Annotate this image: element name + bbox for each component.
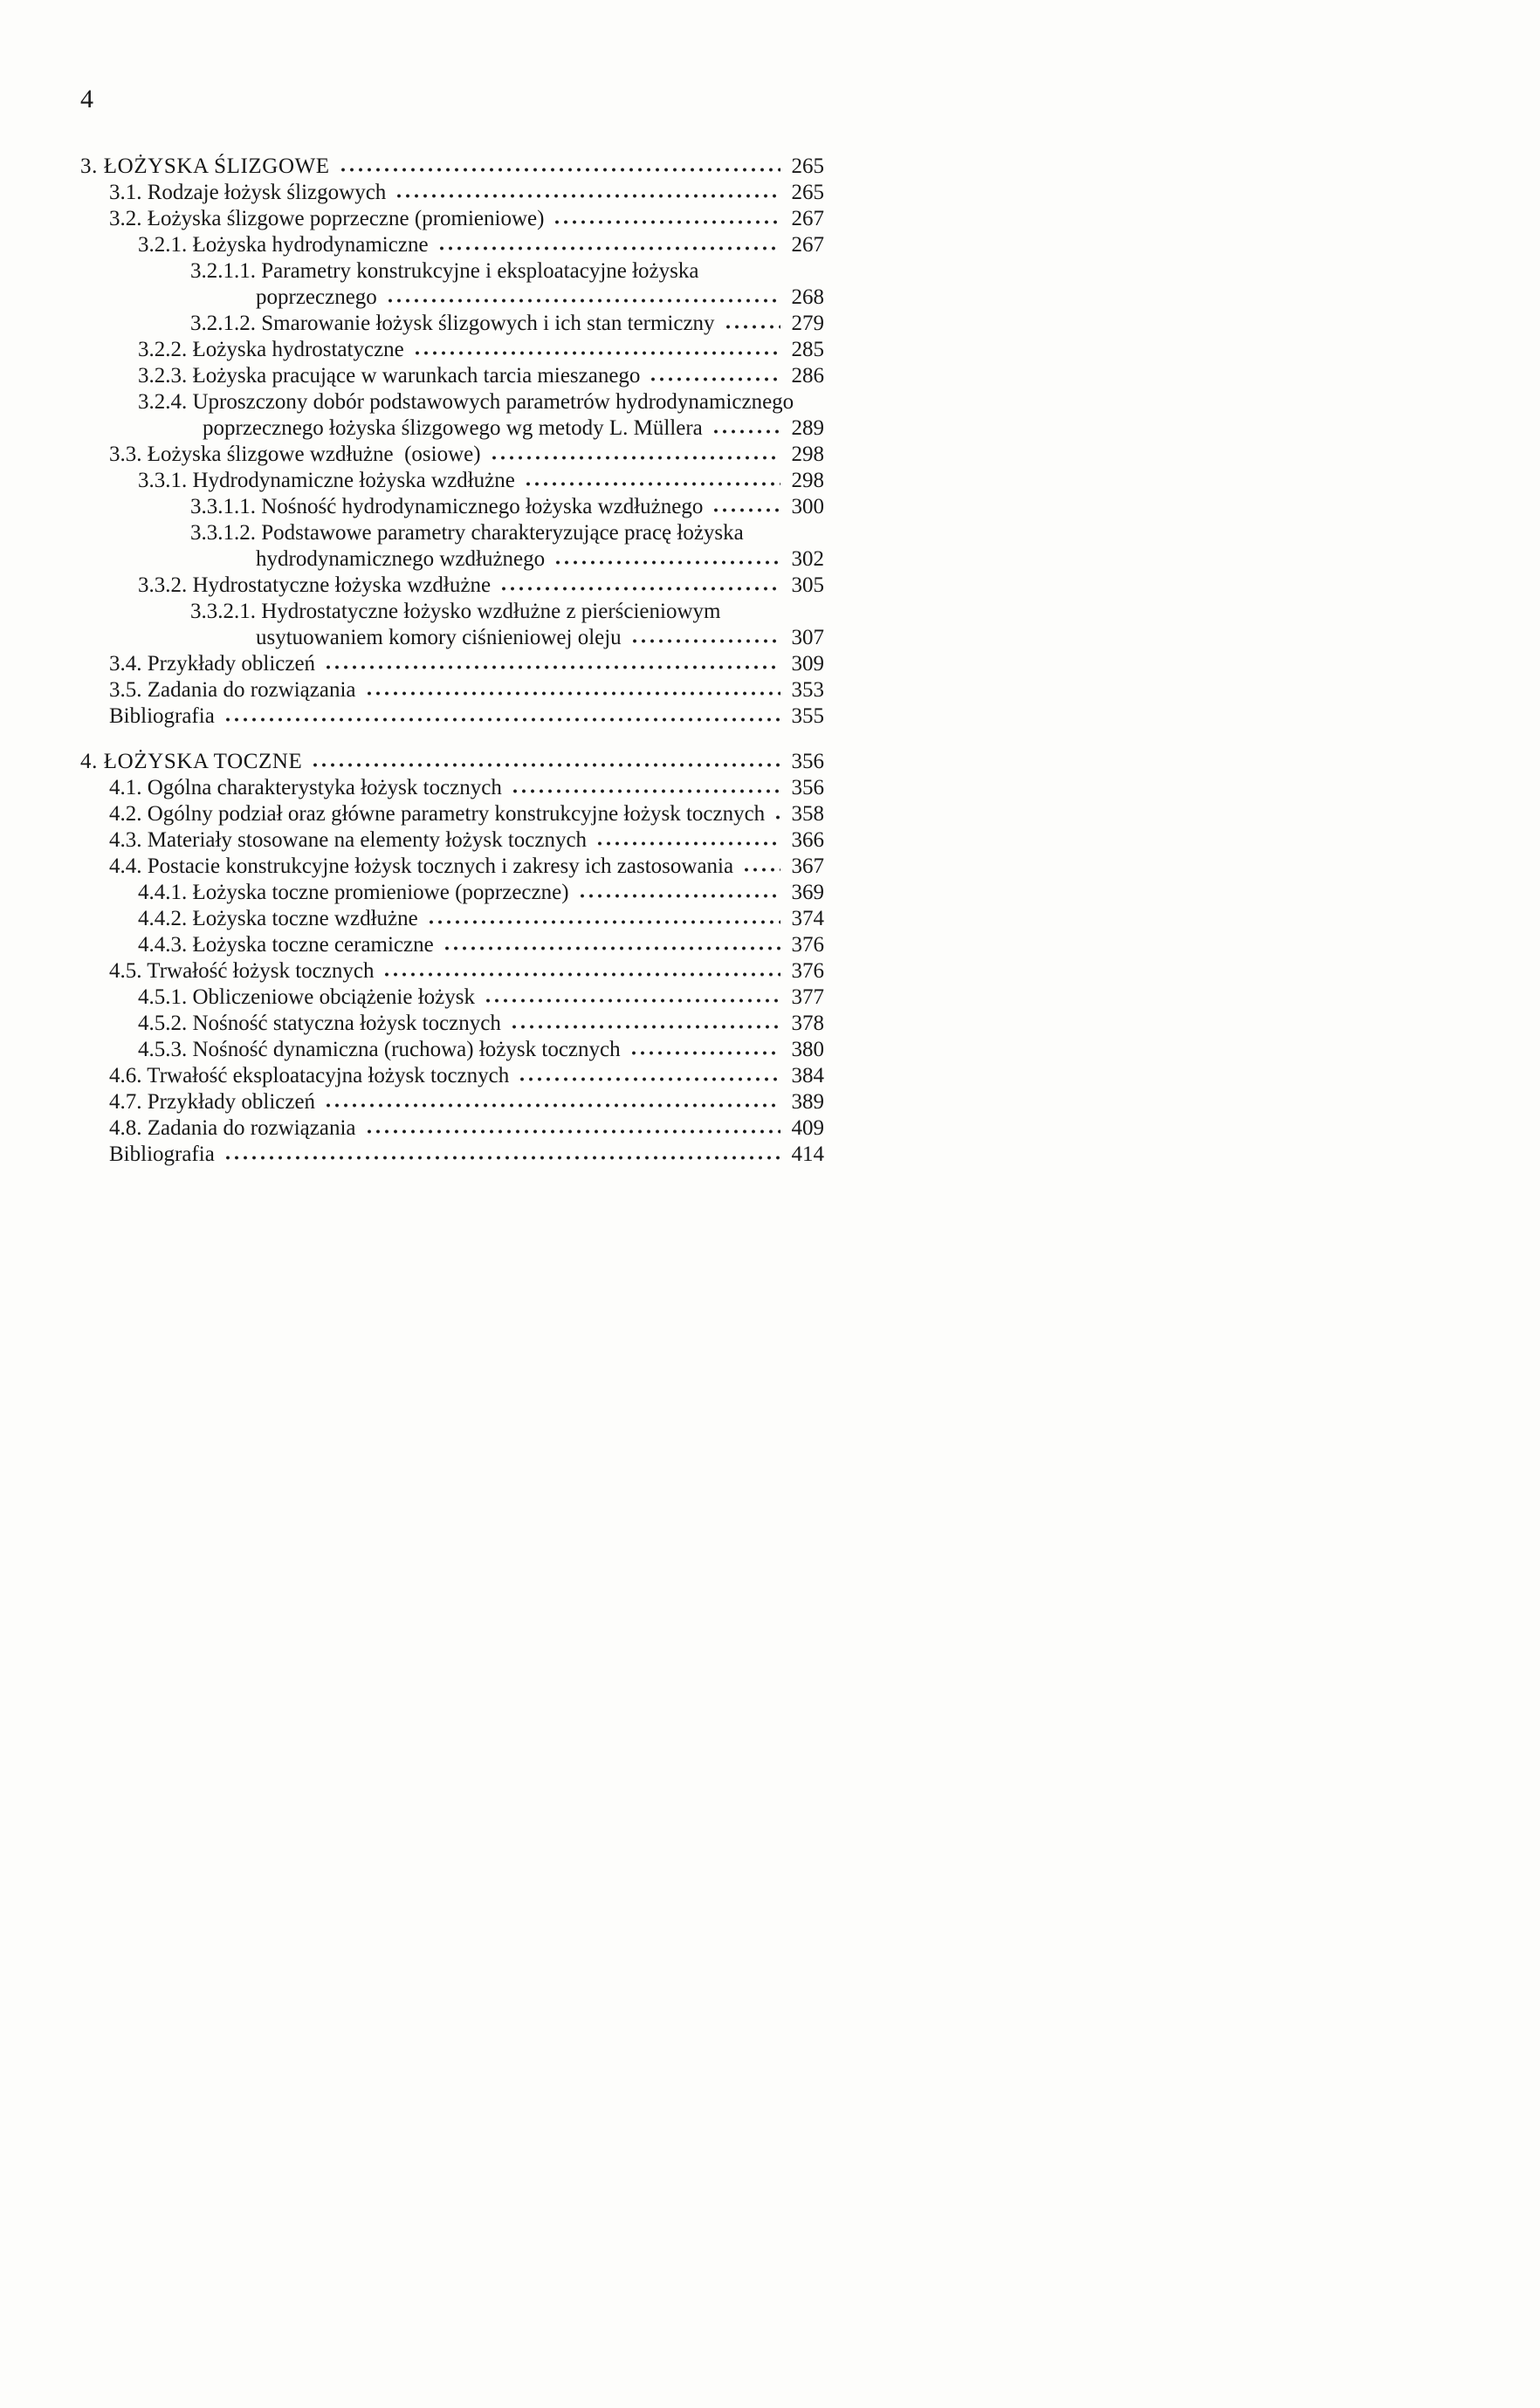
toc-entry-label: Bibliografia <box>109 1142 215 1166</box>
toc-entry <box>80 180 824 206</box>
toc-entry <box>80 337 824 363</box>
toc-entry-label: 3. ŁOŻYSKA ŚLIZGOWE <box>80 154 330 178</box>
leader-dots <box>594 840 780 847</box>
toc-entry <box>80 599 824 625</box>
toc-entry-label: 3.3.2. Hydrostatyczne łożyska wzdłużne <box>138 573 492 597</box>
toc-entry <box>80 520 824 546</box>
leader-dots <box>363 1129 780 1135</box>
toc-entry-label: 4.5.1. Obliczeniowe obciążenie łożysk <box>138 985 475 1009</box>
toc-entry-page: 267 <box>791 233 824 257</box>
toc-entry-page: 409 <box>791 1116 824 1140</box>
toc-entry <box>80 1115 824 1142</box>
toc-entry-label: 4.5.2. Nośność statyczna łożysk tocznych <box>138 1012 501 1035</box>
toc-entry <box>80 775 824 801</box>
leader-dots <box>425 919 780 925</box>
toc-entry-label: 3.2.3. Łożyska pracujące w warunkach tarcia mieszanego <box>138 364 641 388</box>
toc-entry-label: 4.6. Trwałość eksploatacyjna łożysk tocznych <box>109 1064 510 1087</box>
toc-entry <box>80 677 824 703</box>
leader-dots <box>552 559 780 566</box>
toc-entry-label: 4.8. Zadania do rozwiązania <box>109 1116 356 1140</box>
toc-entry-page: 265 <box>791 181 824 204</box>
toc-entry-label: 4.5.3. Nośność dynamiczna (ruchowa) łożysk tocznych <box>138 1038 621 1061</box>
toc-entry <box>80 1142 824 1168</box>
toc-entry-page: 367 <box>791 854 824 878</box>
toc-entry-label: 3.2.2. Łożyska hydrostatyczne <box>138 338 404 361</box>
leader-dots <box>551 219 780 225</box>
toc <box>80 154 824 1168</box>
toc-entry-page: 377 <box>791 985 824 1009</box>
leader-dots <box>508 1024 780 1030</box>
toc-entry <box>80 258 824 285</box>
toc-entry-page: 268 <box>791 285 824 309</box>
toc-entry <box>80 827 824 854</box>
leader-dots <box>710 507 780 513</box>
toc-entry <box>80 546 824 573</box>
toc-entry <box>80 625 824 651</box>
toc-entry-label: 4.4.2. Łożyska toczne wzdłużne <box>138 907 418 930</box>
toc-entry-label: Bibliografia <box>109 704 215 728</box>
toc-entry-page: 380 <box>791 1038 824 1061</box>
leader-dots <box>647 376 780 382</box>
leader-dots <box>322 664 780 670</box>
toc-entry-page: 298 <box>791 442 824 466</box>
toc-entry-page: 305 <box>791 573 824 597</box>
toc-entry <box>80 311 824 337</box>
toc-entry <box>80 363 824 389</box>
leader-dots <box>384 298 780 304</box>
toc-entry <box>80 958 824 984</box>
toc-entry <box>80 1063 824 1089</box>
toc-entry-page: 374 <box>791 907 824 930</box>
toc-entry <box>80 932 824 958</box>
toc-entry-label: 3.5. Zadania do rozwiązania <box>109 678 356 702</box>
toc-entry-page: 356 <box>791 750 824 773</box>
toc-entry <box>80 1037 824 1063</box>
toc-entry <box>80 749 824 775</box>
toc-entry-label: 3.2.4. Uproszczony dobór podstawowych parametrów hydrodynamicznego <box>138 390 794 414</box>
leader-dots <box>482 998 780 1004</box>
toc-entry-page: 298 <box>791 469 824 492</box>
leader-dots <box>522 481 780 487</box>
toc-entry <box>80 206 824 232</box>
toc-entry-label: poprzecznego łożyska ślizgowego wg metody L. Müllera <box>203 416 703 440</box>
toc-entry-label: 4.5. Trwałość łożysk tocznych <box>109 959 375 983</box>
leader-dots <box>337 167 780 173</box>
leader-dots <box>322 1102 780 1108</box>
toc-entry <box>80 389 824 415</box>
toc-entry <box>80 703 824 730</box>
toc-entry <box>80 854 824 880</box>
toc-entry-page: 286 <box>791 364 824 388</box>
leader-dots <box>509 788 780 794</box>
leader-dots <box>710 429 780 435</box>
toc-entry-page: 414 <box>791 1142 824 1166</box>
page-number: 4 <box>80 85 93 113</box>
toc-entry-label: 4.4.3. Łożyska toczne ceramiczne <box>138 933 434 957</box>
leader-dots <box>363 690 780 696</box>
leader-dots <box>381 971 780 978</box>
toc-entry-page: 289 <box>791 416 824 440</box>
leader-dots <box>309 762 780 768</box>
toc-entry <box>80 232 824 258</box>
toc-entry-page: 369 <box>791 881 824 904</box>
toc-entry-label: 3.3.1.2. Podstawowe parametry charakteryzujące pracę łożyska <box>190 521 744 545</box>
toc-entry <box>80 651 824 677</box>
toc-entry-page: 279 <box>791 312 824 335</box>
toc-entry-page: 353 <box>791 678 824 702</box>
toc-entry-label: hydrodynamicznego wzdłużnego <box>256 547 546 571</box>
toc-entry-page: 302 <box>791 547 824 571</box>
toc-entry-page: 300 <box>791 495 824 518</box>
toc-entry-label: 4.1. Ogólna charakterystyka łożysk tocznych <box>109 776 502 799</box>
toc-entry-page: 267 <box>791 207 824 230</box>
toc-entry <box>80 154 824 180</box>
toc-entry-page: 265 <box>791 154 824 178</box>
toc-entry-label: 3.3.2.1. Hydrostatyczne łożysko wzdłużne z pierścieniowym <box>190 600 721 623</box>
leader-dots <box>498 586 780 592</box>
leader-dots <box>222 1155 780 1161</box>
toc-entry-label: 4.2. Ogólny podział oraz główne parametry konstrukcyjne łożysk tocznych <box>109 802 766 826</box>
toc-entry <box>80 285 824 311</box>
toc-entry <box>80 415 824 442</box>
leader-dots <box>629 638 780 644</box>
toc-entry-label: 4.3. Materiały stosowane na elementy łożysk tocznych <box>109 828 588 852</box>
toc-entry-label: 3.1. Rodzaje łożysk ślizgowych <box>109 181 387 204</box>
toc-entry-label: 4. ŁOŻYSKA TOCZNE <box>80 750 303 773</box>
toc-entry-page: 378 <box>791 1012 824 1035</box>
toc-entry <box>80 1089 824 1115</box>
toc-entry-label: 3.2.1.1. Parametry konstrukcyjne i eksploatacyjne łożyska <box>190 259 699 283</box>
toc-entry-page: 376 <box>791 959 824 983</box>
toc-entry-label: 3.3.1.1. Nośność hydrodynamicznego łożyska wzdłużnego <box>190 495 704 518</box>
leader-dots <box>576 893 780 899</box>
toc-entry-page: 309 <box>791 652 824 676</box>
toc-entry-page: 307 <box>791 626 824 649</box>
toc-entry-label: 3.2. Łożyska ślizgowe poprzeczne (promieniowe) <box>109 207 545 230</box>
leader-dots <box>441 945 780 951</box>
toc-entry-page: 356 <box>791 776 824 799</box>
leader-dots <box>393 193 780 199</box>
toc-entry-label: 3.2.1. Łożyska hydrodynamiczne <box>138 233 429 257</box>
toc-entry-page: 355 <box>791 704 824 728</box>
leader-dots <box>772 814 780 820</box>
toc-entry-label: usytuowaniem komory ciśnieniowej oleju <box>256 626 622 649</box>
toc-entry-label: 3.3.1. Hydrodynamiczne łożyska wzdłużne <box>138 469 515 492</box>
leader-dots <box>722 324 780 330</box>
toc-entry-label: 3.3. Łożyska ślizgowe wzdłużne (osiowe) <box>109 442 481 466</box>
toc-entry <box>80 494 824 520</box>
leader-dots <box>628 1050 780 1056</box>
toc-entry-label: 4.4. Postacie konstrukcyjne łożysk tocznych i zakresy ich zastosowania <box>109 854 734 878</box>
toc-entry <box>80 906 824 932</box>
toc-entry <box>80 468 824 494</box>
toc-entry <box>80 984 824 1011</box>
toc-entry <box>80 442 824 468</box>
toc-entry-page: 285 <box>791 338 824 361</box>
leader-dots <box>516 1076 780 1082</box>
leader-dots <box>411 350 780 356</box>
toc-entry-page: 358 <box>791 802 824 826</box>
toc-entry <box>80 1011 824 1037</box>
toc-entry-page: 384 <box>791 1064 824 1087</box>
leader-dots <box>222 717 780 723</box>
toc-entry-label: 3.4. Przykłady obliczeń <box>109 652 316 676</box>
toc-entry-label: 4.4.1. Łożyska toczne promieniowe (poprzeczne) <box>138 881 569 904</box>
toc-entry <box>80 880 824 906</box>
toc-entry-page: 376 <box>791 933 824 957</box>
toc-entry <box>80 573 824 599</box>
toc-entry-page: 366 <box>791 828 824 852</box>
leader-dots <box>740 867 780 873</box>
leader-dots <box>488 455 780 461</box>
toc-entry-label: poprzecznego <box>256 285 377 309</box>
leader-dots <box>436 245 780 251</box>
toc-entry-label: 3.2.1.2. Smarowanie łożysk ślizgowych i ich stan termiczny <box>190 312 715 335</box>
toc-entry-page: 389 <box>791 1090 824 1114</box>
toc-entry-label: 4.7. Przykłady obliczeń <box>109 1090 316 1114</box>
toc-entry <box>80 801 824 827</box>
